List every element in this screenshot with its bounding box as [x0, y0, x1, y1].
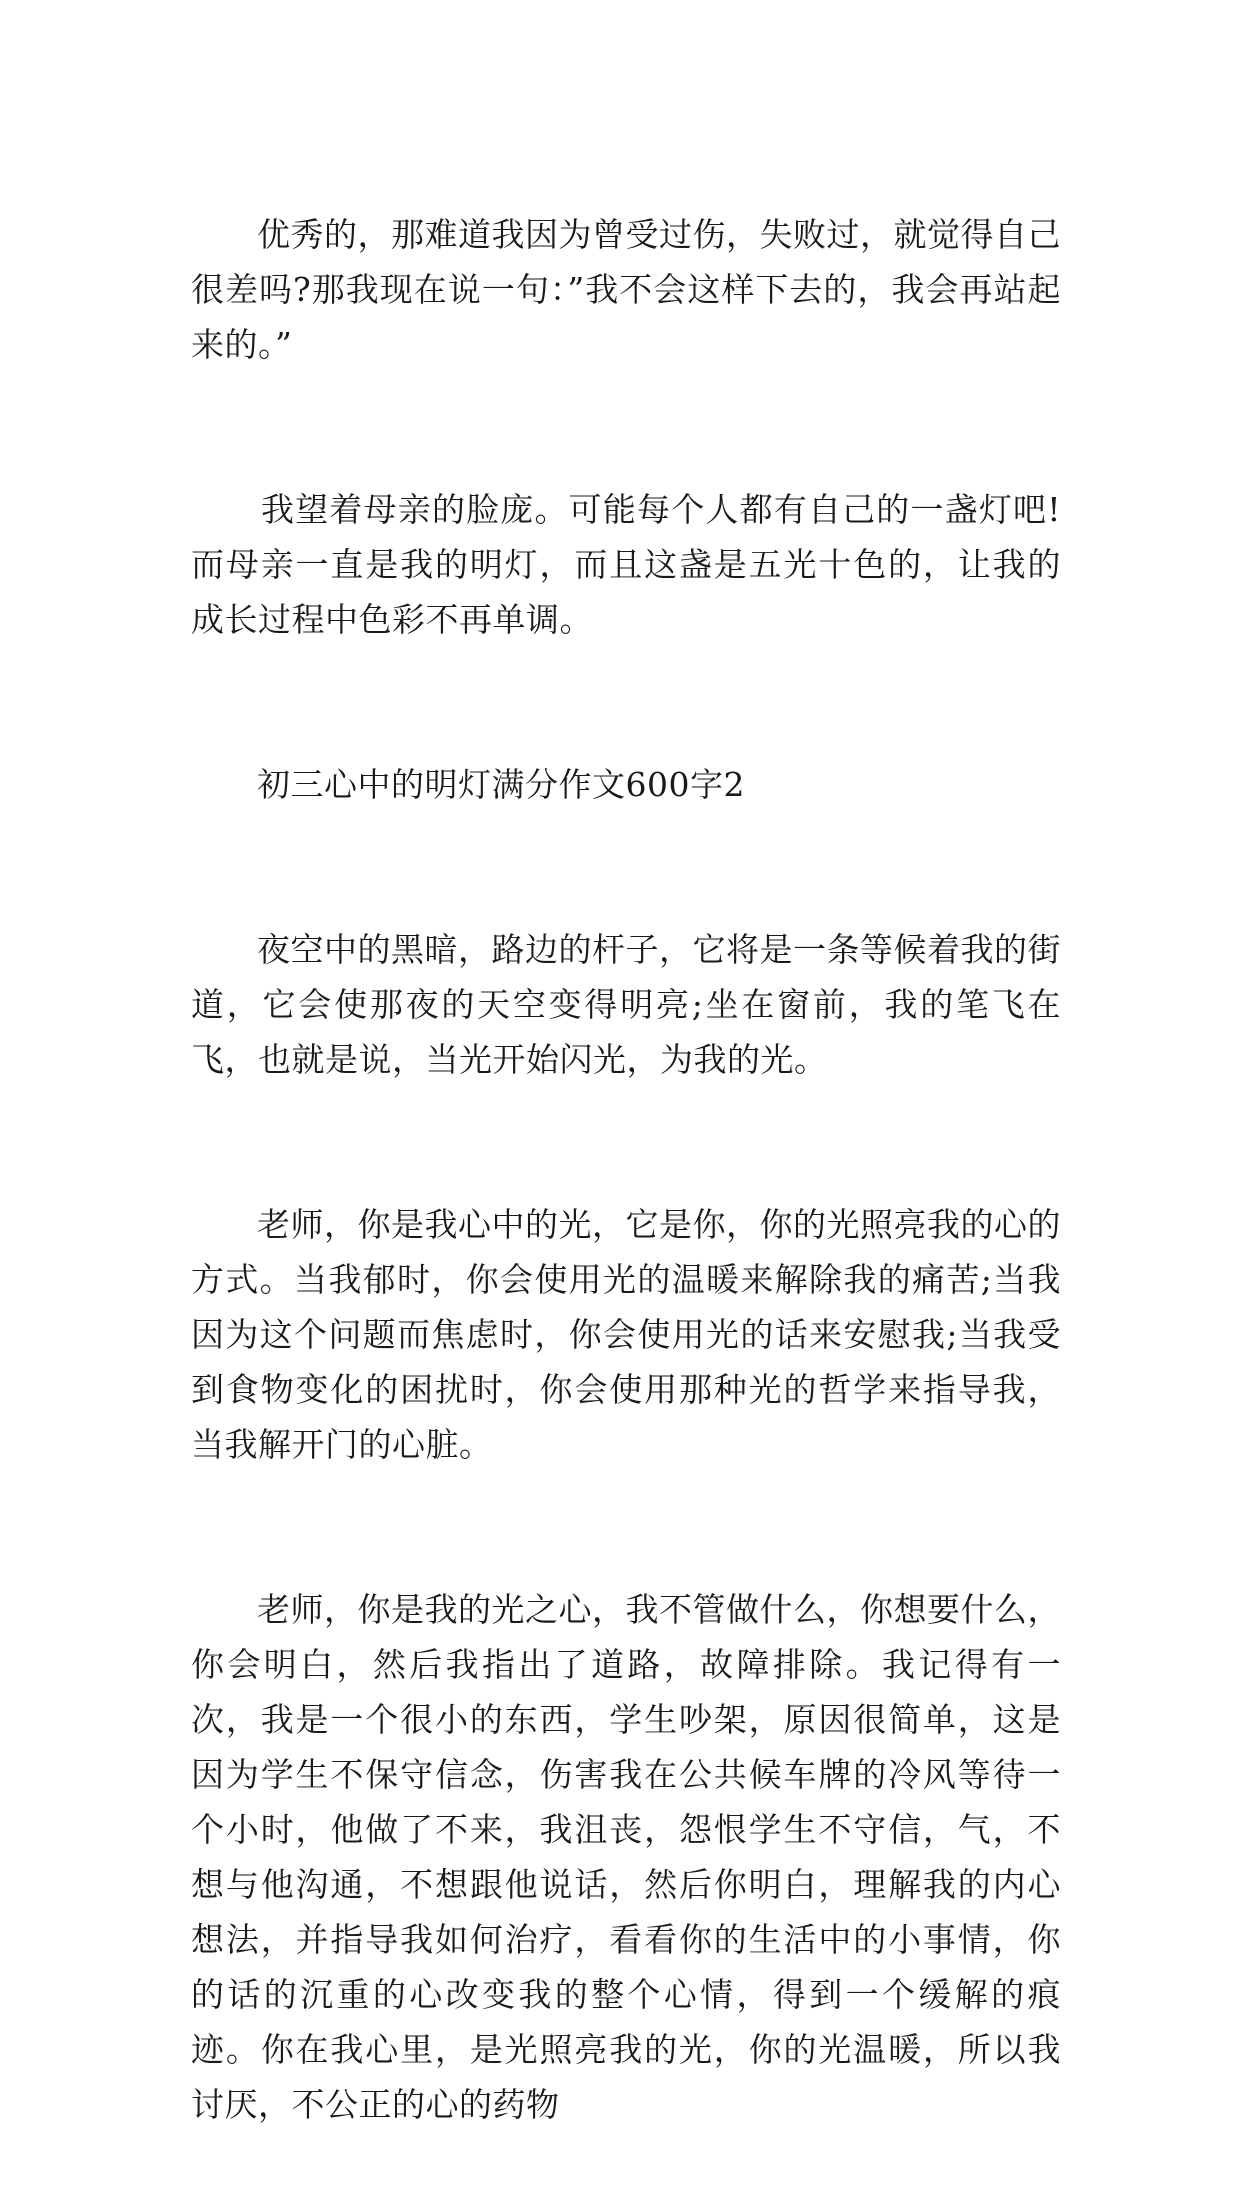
paragraph-6: [191, 1527, 1061, 2187]
paragraph-1: [191, 152, 1061, 427]
paragraph-5-text: 老师，你是我心中的光，它是你，你的光照亮我的心的方式。当我郁时，你会使用光的温暖来解除我的痛苦;当我因为这个问题而焦虑时，你会使用光的话来安慰我;当我受到食物变化的困扰时，你会使用那种光的哲学来指导我，当我解开门的心脏。: [191, 1205, 1061, 1464]
paragraph-5: [191, 1142, 1061, 1527]
essay-body: [191, 152, 1061, 2187]
paragraph-6-text: 老师，你是我的光之心，我不管做什么，你想要什么，你会明白，然后我指出了道路，故障排除。我记得有一次，我是一个很小的东西，学生吵架，原因很简单，这是因为学生不保守信念，伤害我在公共候车牌的冷风等待一个小时，他做了不来，我沮丧，怨恨学生不守信，气，不想与他沟通，不想跟他说话，然后你明白，理解我的内心想法，并指导我如何治疗，看看你的生活中的小事情，你的话的沉重的心改变我的整个心情，得到一个缓解的痕迹。你在我心里，是光照亮我的光，你的光温暖，所以我讨厌，不公正的心的药物: [191, 1590, 1061, 2124]
paragraph-2: [191, 427, 1061, 702]
paragraph-2-text: 我望着母亲的脸庞。可能每个人都有自己的一盏灯吧!而母亲一直是我的明灯，而且这盏是五光十色的，让我的成长过程中色彩不再单调。: [191, 490, 1061, 639]
paragraph-4: [191, 867, 1061, 1142]
essay-subtitle: [191, 702, 1061, 867]
paragraph-1-text: 优秀的，那难道我因为曾受过伤，失败过，就觉得自己很差吗?那我现在说一句：”我不会这样下去的，我会再站起来的。”: [191, 215, 1061, 364]
essay-subtitle-text: 初三心中的明灯满分作文600字2: [256, 765, 745, 804]
paragraph-4-text: 夜空中的黑暗，路边的杆子，它将是一条等候着我的街道，它会使那夜的天空变得明亮;坐在窗前，我的笔飞在飞，也就是说，当光开始闪光，为我的光。: [191, 930, 1061, 1079]
